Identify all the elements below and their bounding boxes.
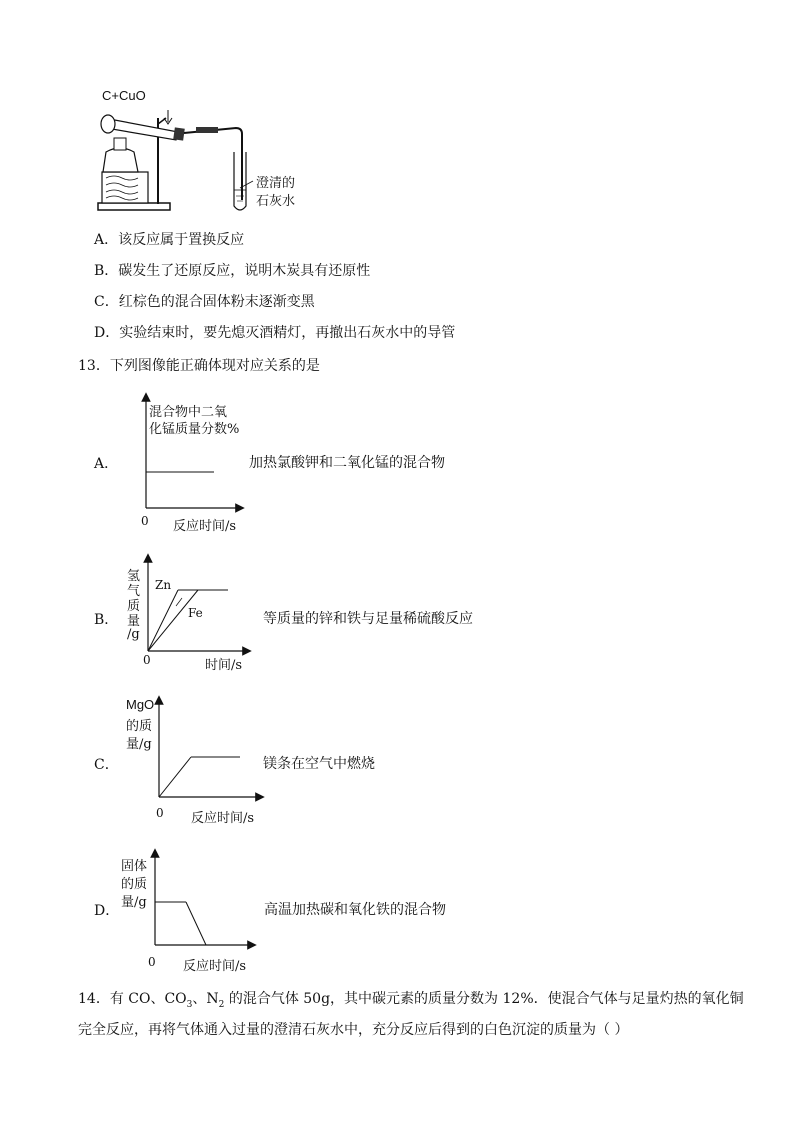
graph-a-xlabel: 反应时间/s [173, 519, 237, 534]
graph-b-ylabel-0: 氢 [127, 569, 141, 584]
q14-line2: 完全反应，再将气体通入过量的澄清石灰水中，充分反应后得到的白色沉淀的质量为（ ） [78, 1022, 629, 1038]
q14-line1: 14．有 CO、$CO_3$、$N_2$ 的混合气体 50g，其中碳元素的质量分数为 12%．使混合气体与足量灼热的氧化铜 [78, 991, 744, 1010]
graph-d-drop [186, 902, 206, 945]
graph-c [159, 700, 260, 797]
graph-a-origin: 0 [141, 514, 149, 528]
q12-option-b: B．碳发生了还原反应，说明木炭具有还原性 [94, 263, 371, 279]
graph-c-ylabel-line2: 的质 [126, 719, 153, 734]
graph-b-ylabel-1: 气 [127, 584, 141, 599]
graph-b-option: B． [94, 612, 119, 628]
tube-label-line2: 石灰水 [256, 194, 296, 209]
graph-b-fe-label: Fe [188, 606, 203, 620]
graph-c-rise [159, 757, 191, 797]
graph-b-zn-label: Zn [155, 578, 172, 592]
graph-b-origin: 0 [143, 653, 151, 667]
graph-a-ylabel-line1: 混合物中二氧 [149, 405, 228, 420]
graph-c-ylabel-line1: MgO [126, 697, 155, 712]
graph-b-description: 等质量的锌和铁与足量稀硫酸反应 [263, 611, 473, 627]
graph-c-xlabel: 反应时间/s [191, 811, 255, 826]
graph-c-option: C． [94, 757, 119, 773]
graph-d-description: 高温加热碳和氧化铁的混合物 [264, 902, 446, 918]
graph-d [155, 853, 252, 945]
graph-c-ylabel-line3: 量/g [126, 737, 152, 752]
q12-option-c: C．红棕色的混合固体粉末逐渐变黑 [94, 294, 315, 310]
graph-d-option: D． [94, 903, 120, 919]
graph-d-ylabel-line2: 的质 [121, 877, 148, 892]
graph-d-ylabel-line1: 固体 [121, 859, 148, 874]
graph-d-xlabel: 反应时间/s [183, 959, 247, 974]
q13-stem: 13．下列图像能正确体现对应关系的是 [78, 358, 320, 374]
q12-option-a: A．该反应属于置换反应 [94, 232, 245, 248]
graph-d-origin: 0 [148, 955, 156, 969]
graph-b-ylabel-2: 质 [127, 599, 141, 614]
graph-b-ylabel-3: 量 [127, 614, 141, 629]
graph-a-ylabel-line2: 化锰质量分数% [149, 422, 240, 437]
reagent-label: C+CuO [102, 88, 146, 103]
graph-c-origin: 0 [156, 806, 164, 820]
graph-b-ylabel-4: /g [127, 627, 140, 642]
graph-b [148, 558, 247, 651]
q12-option-d: D．实验结束时，要先熄灭酒精灯，再撤出石灰水中的导管 [94, 325, 456, 341]
graph-d-ylabel-line3: 量/g [121, 895, 147, 910]
graph-b-xlabel: 时间/s [205, 658, 243, 673]
graph-a-option: A． [94, 456, 119, 472]
graph-c-description: 镁条在空气中燃烧 [263, 756, 375, 772]
tube-label-line1: 澄清的 [256, 176, 296, 191]
graph-a-description: 加热氯酸钾和二氧化锰的混合物 [249, 455, 445, 471]
